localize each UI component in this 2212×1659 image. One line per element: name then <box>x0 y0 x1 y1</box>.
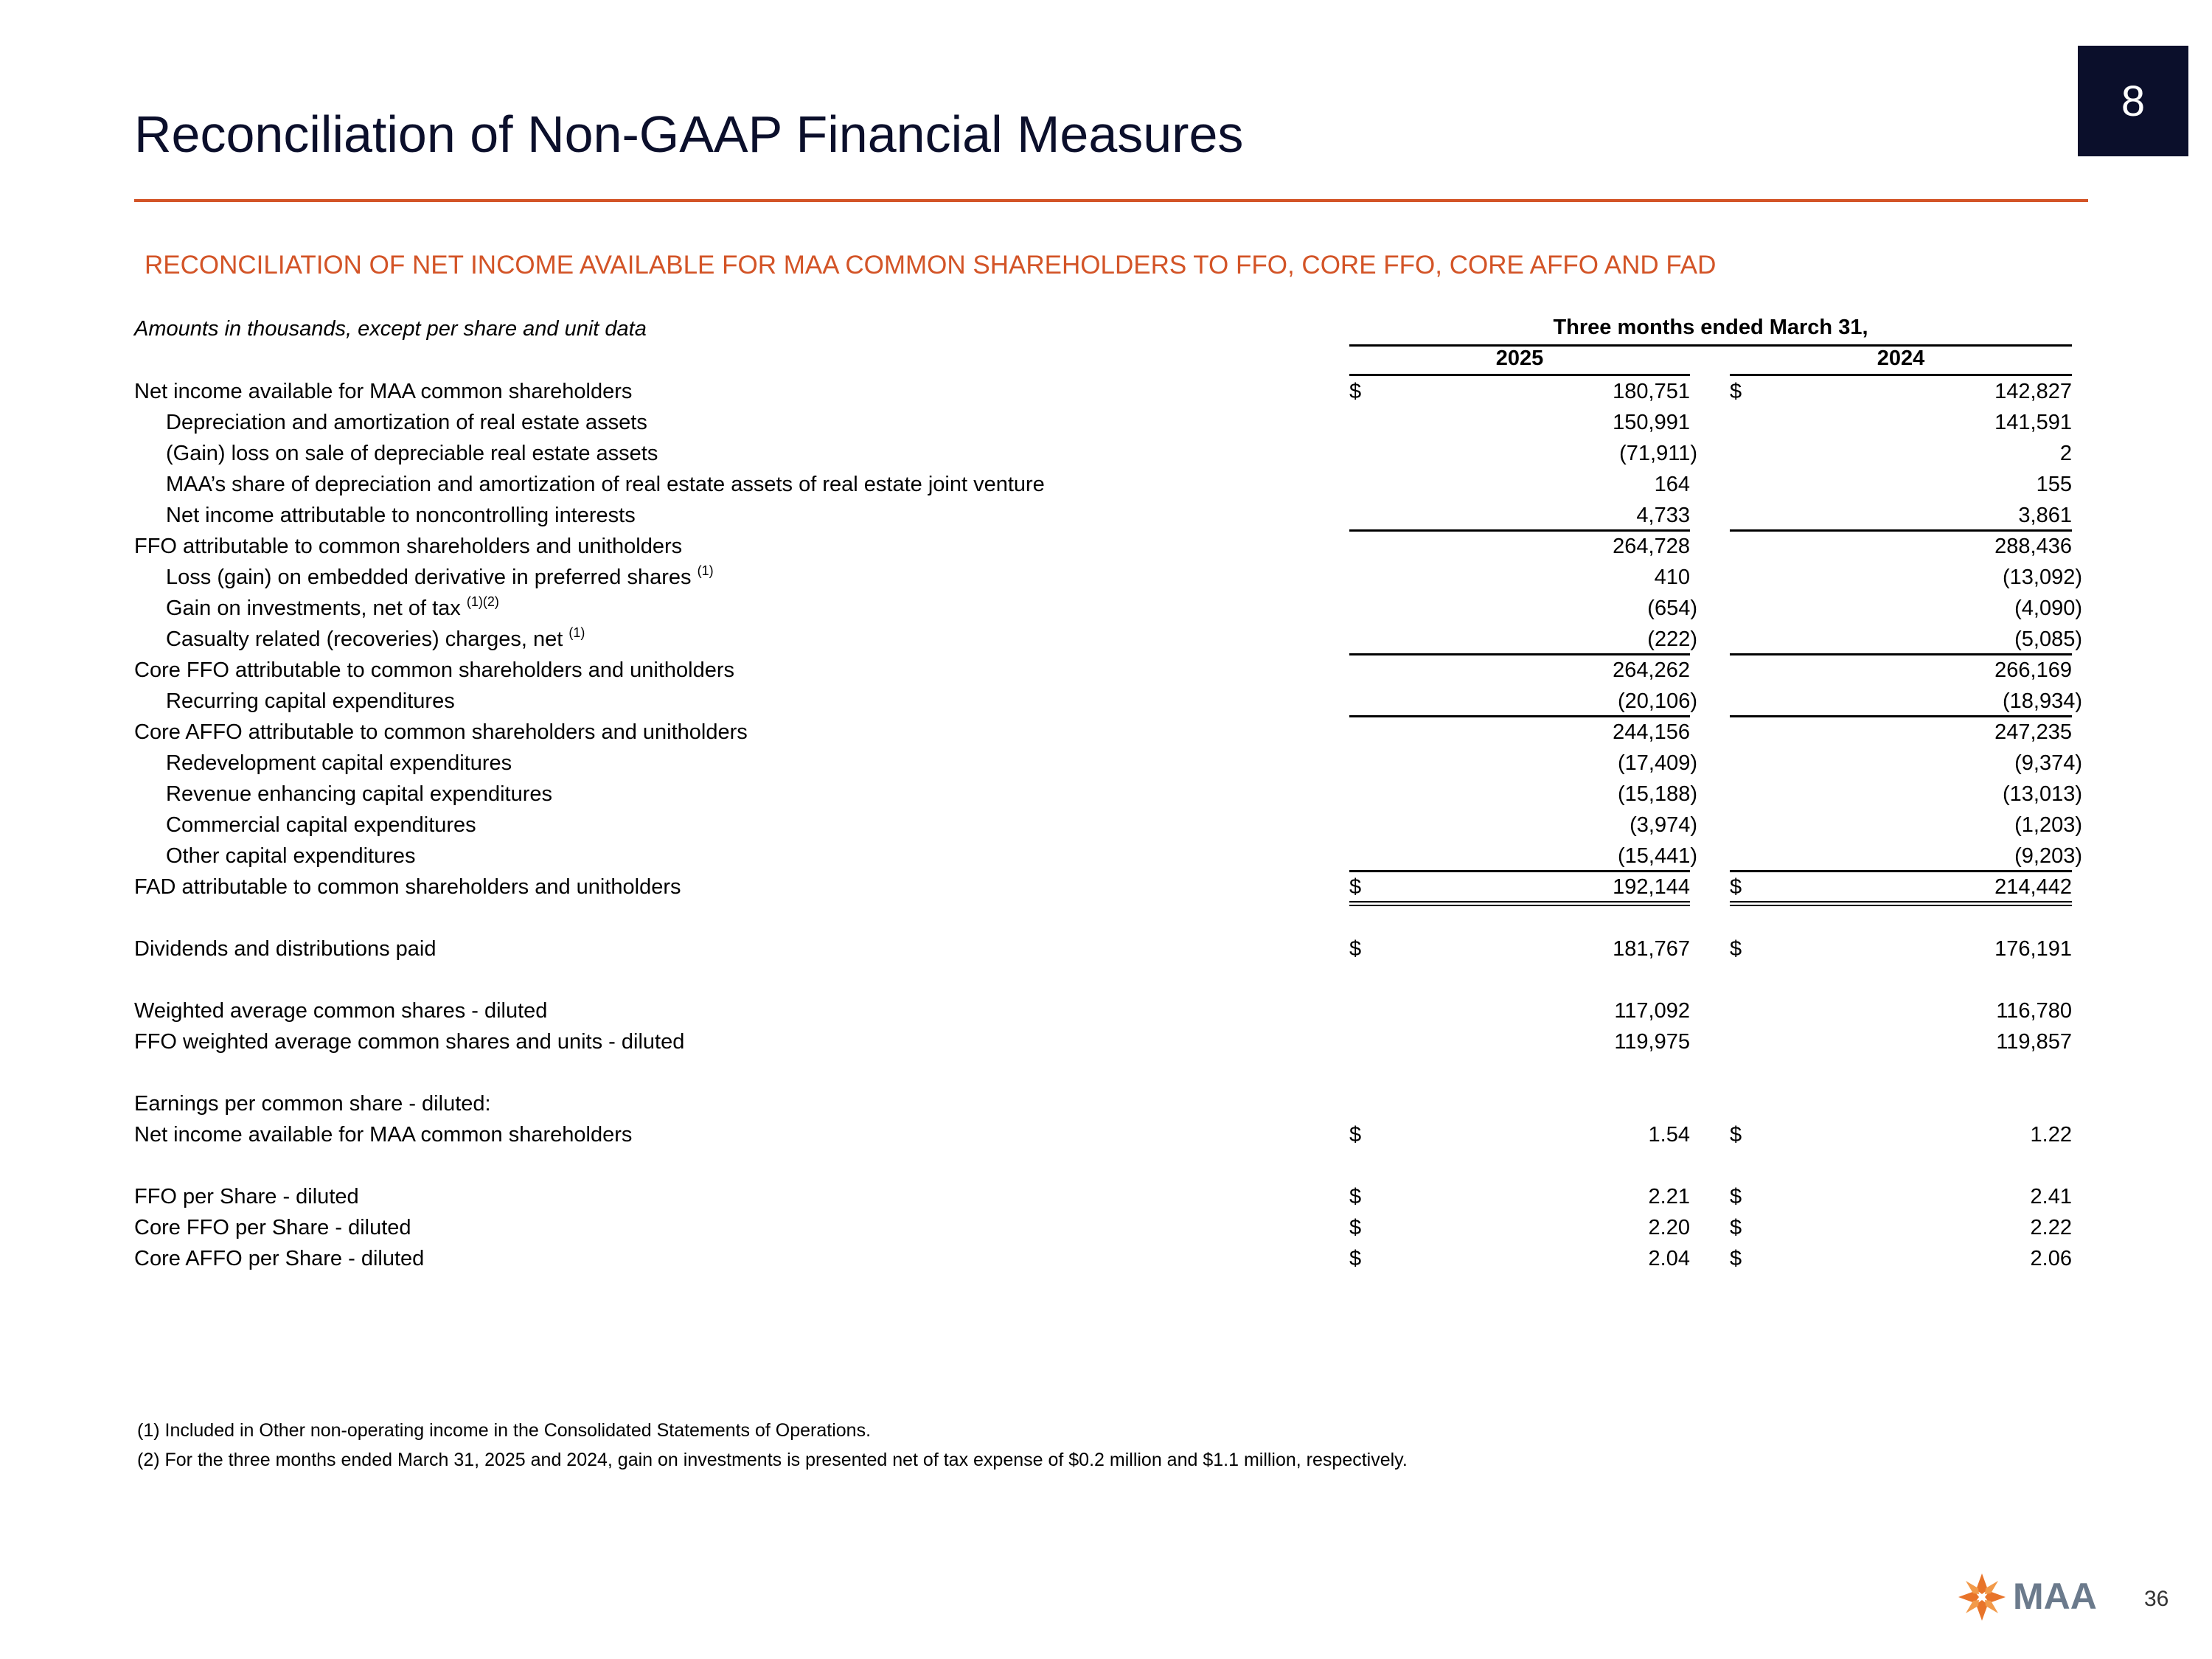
table-row <box>0 500 2212 531</box>
value: 2.20 <box>1648 1216 1690 1239</box>
currency-symbol: $ <box>1730 937 1742 961</box>
row-label <box>134 655 734 686</box>
value-cell-2025 <box>1349 655 1690 686</box>
value: 2.41 <box>2030 1185 2072 1208</box>
table-row <box>0 1088 2212 1119</box>
page-title: Reconciliation of Non-GAAP Financial Measures <box>134 105 1244 163</box>
row-label-text: Revenue enhancing capital expenditures <box>166 782 552 806</box>
value: 1.22 <box>2030 1123 2072 1147</box>
row-label <box>166 779 552 810</box>
value: (15,441) <box>1617 844 1697 868</box>
table-row <box>0 1026 2212 1057</box>
value: 141,591 <box>1994 411 2072 434</box>
table-row <box>0 686 2212 717</box>
value-cell-2024 <box>1730 748 2082 779</box>
footnote-ref: (1) <box>568 625 585 640</box>
value-cell-2025 <box>1349 1026 1690 1057</box>
table-row <box>0 964 2212 995</box>
value-cell-2024 <box>1730 964 2082 995</box>
value: 214,442 <box>1994 875 2072 899</box>
row-label <box>134 1119 632 1150</box>
value: 116,780 <box>1996 999 2072 1023</box>
table-row <box>0 593 2212 624</box>
table-row <box>0 438 2212 469</box>
table-row <box>0 376 2212 407</box>
value-cell-2024 <box>1730 469 2082 500</box>
value: (3,974) <box>1630 813 1697 837</box>
row-label-text: Core FFO attributable to common shareholders and unitholders <box>134 658 735 682</box>
table-row <box>0 655 2212 686</box>
value-cell-2024 <box>1730 1057 2082 1088</box>
value: 117,092 <box>1614 999 1690 1023</box>
value-cell-2024 <box>1730 407 2082 438</box>
value-cell-2025 <box>1349 902 1690 933</box>
value-cell-2024 <box>1730 686 2082 717</box>
row-label-text: Recurring capital expenditures <box>166 689 455 713</box>
value-cell-2025 <box>1349 779 1697 810</box>
value: (4,090) <box>2014 597 2082 620</box>
row-label-text: Net income available for MAA common shareholders <box>134 1123 633 1147</box>
row-label <box>166 810 476 841</box>
section-subtitle: RECONCILIATION OF NET INCOME AVAILABLE FOR MAA COMMON SHAREHOLDERS TO FFO, CORE FFO, CORE AFFO AND FAD <box>145 251 1717 279</box>
value-cell-2025 <box>1349 810 1697 841</box>
table-row <box>0 562 2212 593</box>
maa-logo-text: MAA <box>2013 1576 2097 1617</box>
value-cell-2024 <box>1730 438 2082 469</box>
value: 288,436 <box>1994 535 2072 558</box>
value-cell-2024 <box>1730 1212 2082 1243</box>
page-number: 36 <box>2144 1587 2169 1611</box>
section-badge: 8 <box>2078 46 2188 156</box>
value: 244,156 <box>1613 720 1690 744</box>
value-cell-2024 <box>1730 624 2082 655</box>
value-cell-2025 <box>1349 841 1697 872</box>
currency-symbol: $ <box>1730 875 1742 899</box>
table-row <box>0 779 2212 810</box>
value: (654) <box>1647 597 1697 620</box>
row-label <box>134 531 682 562</box>
footnotes <box>137 1416 1408 1475</box>
value-cell-2024 <box>1730 872 2082 902</box>
value-cell-2024 <box>1730 655 2082 686</box>
row-label <box>134 1181 359 1212</box>
value-cell-2024 <box>1730 717 2082 748</box>
value: 142,827 <box>1994 380 2072 403</box>
value-cell-2025 <box>1349 1119 1690 1150</box>
currency-symbol: $ <box>1730 1247 1742 1270</box>
value-cell-2025 <box>1349 469 1690 500</box>
table-row <box>0 1243 2212 1274</box>
footnote-2: (2) For the three months ended March 31, 2025 and 2024, gain on investments is presented net of tax expense of $0.2 million and $1.1 million, respectively. <box>137 1450 1408 1470</box>
row-label-text: Earnings per common share - diluted: <box>134 1092 491 1116</box>
value: 119,975 <box>1614 1030 1690 1054</box>
table-row <box>0 902 2212 933</box>
value: 180,751 <box>1613 380 1690 403</box>
value-cell-2024 <box>1730 995 2082 1026</box>
row-label <box>166 593 499 624</box>
row-label-text: Redevelopment capital expenditures <box>166 751 512 775</box>
value-cell-2025 <box>1349 624 1697 655</box>
row-label <box>134 933 436 964</box>
column-header-2025: 2025 <box>1349 347 1690 376</box>
value-cell-2024 <box>1730 531 2082 562</box>
value: 119,857 <box>1996 1030 2072 1054</box>
row-label-text: Commercial capital expenditures <box>166 813 476 837</box>
value-cell-2025 <box>1349 438 1697 469</box>
column-header-2024: 2024 <box>1730 347 2072 376</box>
row-label-text: Loss (gain) on embedded derivative in preferred shares <box>166 566 692 589</box>
row-label-text: Casualty related (recoveries) charges, net <box>166 627 563 651</box>
table-row <box>0 531 2212 562</box>
table-row <box>0 995 2212 1026</box>
value-cell-2024 <box>1730 933 2082 964</box>
currency-symbol: $ <box>1730 1216 1742 1239</box>
row-label <box>134 717 748 748</box>
units-note: Amounts in thousands, except per share and unit data <box>134 317 647 341</box>
table-row <box>0 717 2212 748</box>
value-cell-2025 <box>1349 1243 1690 1274</box>
value: (15,188) <box>1617 782 1697 806</box>
row-label-text: Gain on investments, net of tax <box>166 597 461 620</box>
currency-symbol: $ <box>1349 937 1362 961</box>
value: 2.06 <box>2030 1247 2072 1270</box>
row-label-text: MAA’s share of depreciation and amortization of real estate assets of real estate joint venture <box>166 473 1045 496</box>
row-label <box>166 686 455 717</box>
table-row <box>0 872 2212 902</box>
row-label-text: Depreciation and amortization of real estate assets <box>166 411 647 434</box>
row-label <box>134 376 632 407</box>
currency-symbol: $ <box>1349 1185 1362 1208</box>
value-cell-2025 <box>1349 933 1690 964</box>
table-row <box>0 841 2212 872</box>
value-cell-2025 <box>1349 872 1690 902</box>
value: (1,203) <box>2014 813 2082 837</box>
value-cell-2025 <box>1349 500 1690 531</box>
row-label-text: FFO per Share - diluted <box>134 1185 359 1208</box>
table-row <box>0 624 2212 655</box>
value-cell-2024 <box>1730 779 2082 810</box>
value: (71,911) <box>1619 442 1697 465</box>
row-label <box>134 1088 491 1119</box>
currency-symbol: $ <box>1349 380 1362 403</box>
value-cell-2025 <box>1349 376 1690 407</box>
value: 264,728 <box>1613 535 1690 558</box>
table-row <box>0 933 2212 964</box>
period-header: Three months ended March 31, <box>1349 316 2072 347</box>
row-label <box>134 1243 424 1274</box>
value: (20,106) <box>1617 689 1697 713</box>
value: 410 <box>1654 566 1690 589</box>
table-row <box>0 407 2212 438</box>
value-cell-2025 <box>1349 1150 1690 1181</box>
value-cell-2025 <box>1349 748 1697 779</box>
value-cell-2024 <box>1730 841 2082 872</box>
value-cell-2025 <box>1349 995 1690 1026</box>
value-cell-2024 <box>1730 1243 2082 1274</box>
table-row <box>0 1150 2212 1181</box>
row-label <box>166 624 585 655</box>
row-label <box>166 407 647 438</box>
row-label-text: FAD attributable to common shareholders and unitholders <box>134 875 681 899</box>
value: 1.54 <box>1648 1123 1690 1147</box>
currency-symbol: $ <box>1730 380 1742 403</box>
value: (18,934) <box>2002 689 2082 713</box>
value: 164 <box>1654 473 1690 496</box>
table-row <box>0 1057 2212 1088</box>
value: 266,169 <box>1994 658 2072 682</box>
value-cell-2024 <box>1730 810 2082 841</box>
value-cell-2024 <box>1730 1150 2082 1181</box>
value: 2.21 <box>1648 1185 1690 1208</box>
value: 2.22 <box>2030 1216 2072 1239</box>
value: 176,191 <box>1994 937 2072 961</box>
value-cell-2024 <box>1730 593 2082 624</box>
value-cell-2024 <box>1730 1026 2082 1057</box>
table-row <box>0 1181 2212 1212</box>
value: (9,374) <box>2014 751 2082 775</box>
row-label <box>166 469 1045 500</box>
value-cell-2024 <box>1730 902 2082 933</box>
value: 247,235 <box>1994 720 2072 744</box>
table-row <box>0 810 2212 841</box>
value: (222) <box>1647 627 1697 651</box>
row-label-text: Core AFFO attributable to common shareholders and unitholders <box>134 720 748 744</box>
value: 181,767 <box>1613 937 1690 961</box>
value-cell-2025 <box>1349 1212 1690 1243</box>
row-label-text: Dividends and distributions paid <box>134 937 437 961</box>
value: 150,991 <box>1613 411 1690 434</box>
value: 3,861 <box>2018 504 2072 527</box>
table-row <box>0 1212 2212 1243</box>
value-cell-2025 <box>1349 562 1690 593</box>
value: 155 <box>2036 473 2072 496</box>
value: 192,144 <box>1613 875 1690 899</box>
value-cell-2024 <box>1730 500 2082 531</box>
footnote-1: (1) Included in Other non-operating income in the Consolidated Statements of Operations. <box>137 1420 872 1441</box>
row-label-text: Core FFO per Share - diluted <box>134 1216 411 1239</box>
table-row <box>0 748 2212 779</box>
value: 2.04 <box>1648 1247 1690 1270</box>
currency-symbol: $ <box>1349 875 1362 899</box>
footnote-ref: (1)(2) <box>466 594 499 609</box>
row-label <box>134 1212 411 1243</box>
value-cell-2024 <box>1730 376 2082 407</box>
row-label-text: Net income available for MAA common shareholders <box>134 380 633 403</box>
row-label <box>166 562 714 593</box>
value-cell-2024 <box>1730 1181 2082 1212</box>
row-label-text: FFO attributable to common shareholders and unitholders <box>134 535 683 558</box>
value-cell-2025 <box>1349 1181 1690 1212</box>
currency-symbol: $ <box>1730 1185 1742 1208</box>
value: (13,092) <box>2002 566 2082 589</box>
value: 4,733 <box>1636 504 1690 527</box>
maa-logo <box>1954 1568 2116 1627</box>
value-cell-2025 <box>1349 1088 1690 1119</box>
value-cell-2025 <box>1349 1057 1690 1088</box>
value-cell-2024 <box>1730 1119 2082 1150</box>
value: (5,085) <box>2014 627 2082 651</box>
row-label-text: Weighted average common shares - diluted <box>134 999 548 1023</box>
value-cell-2025 <box>1349 964 1690 995</box>
row-label <box>134 872 681 902</box>
currency-symbol: $ <box>1349 1247 1362 1270</box>
row-label <box>166 500 636 531</box>
row-label-text: Net income attributable to noncontrolling interests <box>166 504 636 527</box>
value-cell-2025 <box>1349 717 1690 748</box>
value: (9,203) <box>2014 844 2082 868</box>
footnote-ref: (1) <box>697 563 714 578</box>
value-cell-2025 <box>1349 593 1697 624</box>
row-label <box>134 995 547 1026</box>
row-label <box>134 1026 684 1057</box>
value-cell-2025 <box>1349 531 1690 562</box>
value: (13,013) <box>2002 782 2082 806</box>
currency-symbol: $ <box>1349 1216 1362 1239</box>
title-divider <box>134 199 2088 202</box>
row-label-text: FFO weighted average common shares and units - diluted <box>134 1030 685 1054</box>
currency-symbol: $ <box>1730 1123 1742 1147</box>
row-label-text: (Gain) loss on sale of depreciable real estate assets <box>166 442 658 465</box>
value: 2 <box>2059 442 2072 465</box>
row-label <box>166 438 658 469</box>
row-label <box>166 841 416 872</box>
value-cell-2024 <box>1730 1088 2082 1119</box>
value-cell-2025 <box>1349 407 1690 438</box>
row-label-text: Core AFFO per Share - diluted <box>134 1247 425 1270</box>
value-cell-2025 <box>1349 686 1697 717</box>
value: 264,262 <box>1613 658 1690 682</box>
value-cell-2024 <box>1730 562 2082 593</box>
currency-symbol: $ <box>1349 1123 1362 1147</box>
table-row <box>0 1119 2212 1150</box>
table-row <box>0 469 2212 500</box>
row-label-text: Other capital expenditures <box>166 844 416 868</box>
row-label <box>166 748 512 779</box>
value: (17,409) <box>1617 751 1697 775</box>
maa-logo-mark-icon <box>1958 1573 2006 1621</box>
